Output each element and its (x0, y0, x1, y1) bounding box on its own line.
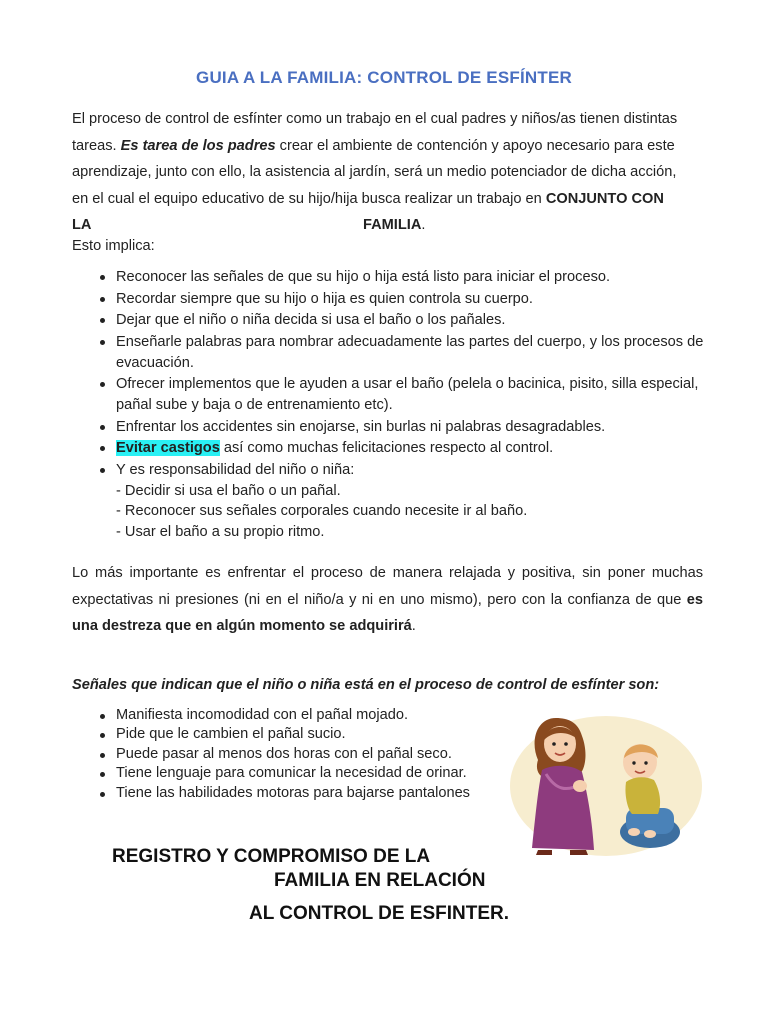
list-item-text: Tiene lenguaje para comunicar la necesidad de orinar. (116, 765, 467, 782)
list-item (100, 725, 520, 744)
intro-text: . (421, 217, 426, 233)
bullet-dot (100, 275, 105, 280)
list-item (100, 332, 705, 374)
bullet-dot (100, 425, 105, 430)
intro-line (72, 186, 703, 213)
list-item (100, 289, 705, 310)
implications-list (100, 267, 705, 544)
intro-text: aprendizaje, junto con ello, la asistencia al jardín, será un medio potenciador de dicha acción, (72, 164, 677, 180)
registro-heading-line2: FAMILIA EN RELACIÓN (274, 870, 486, 891)
bullet-dot (100, 792, 105, 797)
list-item-text: Recordar siempre que su hijo o hija es quien controla su cuerpo. (116, 290, 533, 307)
list-item (100, 417, 705, 438)
list-item (100, 745, 520, 764)
bullet-dot (100, 753, 105, 758)
list-item-text: Reconocer las señales de que su hijo o hija está listo para iniciar el proceso. (116, 269, 611, 285)
intro-text: tareas. (72, 137, 121, 154)
bullet-dot (100, 297, 105, 302)
intro-line (72, 133, 703, 160)
sub-item: - Usar el baño a su propio ritmo. (116, 524, 325, 541)
intro-text: en el cual el equipo educativo de su hijo/hija busca realizar un trabajo en (72, 190, 546, 207)
list-item (100, 438, 705, 459)
intro-bold-la: LA (72, 217, 92, 233)
mother-child-potty-illustration (508, 700, 704, 860)
list-item (100, 784, 520, 803)
list-item-text: Puede pasar al menos dos horas con el pañal seco. (116, 745, 452, 762)
intro-bold-familia: FAMILIA (363, 217, 422, 233)
bullet-dot (100, 772, 105, 777)
bullet-dot (100, 382, 105, 387)
intro-paragraph (72, 106, 703, 239)
registro-heading-line1: REGISTRO Y COMPROMISO DE LA (112, 846, 431, 867)
list-item (100, 706, 520, 725)
list-item (100, 310, 705, 331)
intro-line (72, 159, 703, 186)
intro-bold: CONJUNTO CON (545, 190, 664, 207)
list-item-text: Y es responsabilidad del niño o niña: (116, 461, 355, 478)
sub-item: - Decidir si usa el baño o un pañal. (116, 482, 341, 499)
highlighted-text: Evitar castigos (116, 440, 220, 457)
bullet-dot (100, 733, 105, 738)
bullet-dot (100, 468, 105, 473)
list-item (100, 374, 705, 416)
list-item-text: Manifiesta incomodidad con el pañal mojado. (116, 707, 409, 723)
bullet-dot (100, 340, 105, 345)
closing-bold: es una destreza que en algún momento se adquirirá (72, 591, 703, 634)
signals-list (100, 706, 520, 803)
list-item-text: Enseñarle palabras para nombrar adecuadamente las partes del cuerpo, y los procesos de evacuación. (116, 333, 704, 371)
list-item (100, 460, 705, 543)
bullet-dot (100, 714, 105, 719)
intro-text: crear el ambiente de contención y apoyo necesario para este (275, 137, 675, 154)
list-item-text: así como muchas felicitaciones respecto al control. (219, 440, 554, 457)
list-item-text: Tiene las habilidades motoras para bajarse pantalones (116, 784, 470, 801)
bullet-dot (100, 318, 105, 323)
intro-text: El proceso de control de esfínter como un trabajo en el cual padres y niños/as tienen distintas (72, 111, 678, 127)
bullet-dot (100, 446, 105, 451)
closing-end: . (411, 618, 416, 634)
closing-text: Lo más importante es enfrentar el proceso de manera relajada y positiva, sin poner muchas expectativas ni presiones (ni en el niño/a y ni en uno mismo), pero con la confianza de que (72, 565, 703, 608)
list-item (100, 267, 705, 288)
list-item-text: Dejar que el niño o niña decida si usa el baño o los pañales. (116, 312, 506, 329)
list-item-text: Pide que le cambien el pañal sucio. (116, 726, 346, 743)
registro-heading-line3: AL CONTROL DE ESFINTER. (249, 903, 510, 924)
implica-label: Esto implica: (72, 238, 155, 254)
intro-line (72, 106, 703, 133)
intro-line (72, 212, 703, 239)
list-item-text: Enfrentar los accidentes sin enojarse, sin burlas ni palabras desagradables. (116, 418, 606, 435)
list-item (100, 764, 520, 783)
intro-emphasis: Es tarea de los padres (120, 137, 276, 154)
list-item-text: Ofrecer implementos que le ayuden a usar el baño (pelela o bacinica, pisito, silla especial, pañal sube y baja o de entrenamiento etc). (116, 376, 699, 413)
sub-item: - Reconocer sus señales corporales cuando necesite ir al baño. (116, 503, 528, 520)
signals-heading: Señales que indican que el niño o niña está en el proceso de control de esfínter son: (72, 677, 660, 693)
page-title: GUIA A LA FAMILIA: CONTROL DE ESFÍNTER (196, 68, 572, 87)
closing-paragraph (72, 560, 703, 640)
